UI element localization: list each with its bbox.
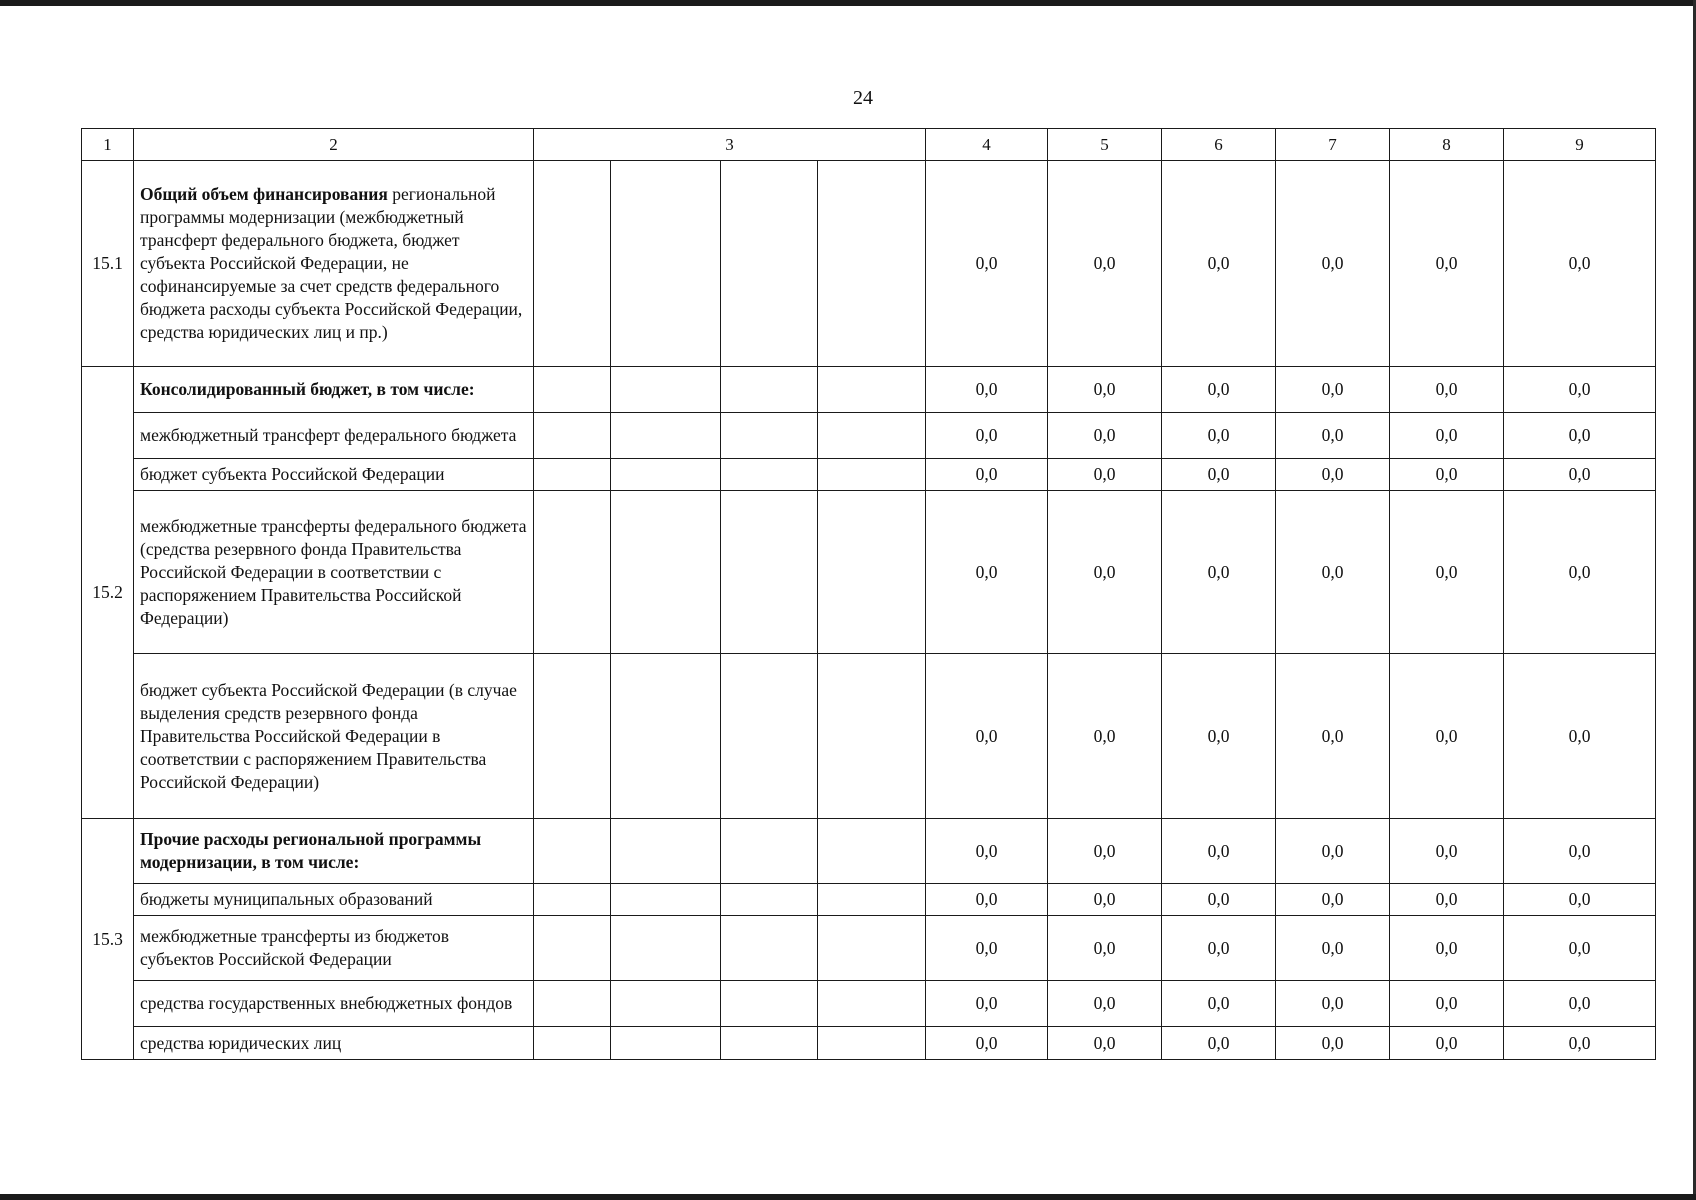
value-cell-col-7: 0,0 (1276, 459, 1390, 491)
section-number: 15.1 (82, 161, 134, 367)
header-cell-4: 4 (926, 129, 1048, 161)
value-cell-col-4: 0,0 (926, 459, 1048, 491)
section-number: 15.3 (82, 819, 134, 1060)
value-cell-col-5: 0,0 (1048, 916, 1162, 981)
row-label-text: бюджет субъекта Российской Федерации (в случае выделения средств резервного фонда Правительства Российской Федерации в соответствии с распоряжением Правительства Российской Федерации) (140, 679, 517, 792)
row-label-text: межбюджетные трансферты из бюджетов субъектов Российской Федерации (140, 926, 450, 969)
value-cell-col-7: 0,0 (1276, 413, 1390, 459)
column-3-subcell (721, 413, 818, 459)
row-label-text: средства юридических лиц (140, 1032, 342, 1053)
value-cell-col-8: 0,0 (1390, 884, 1504, 916)
column-3-subcell (818, 654, 926, 819)
table-row (82, 981, 1656, 1027)
column-3-subcell (611, 413, 721, 459)
value-cell-col-6: 0,0 (1162, 491, 1276, 654)
value-cell-col-4: 0,0 (926, 916, 1048, 981)
column-3-subcell (534, 819, 611, 884)
row-label (134, 654, 534, 819)
row-label (134, 981, 534, 1027)
financing-table (81, 128, 1656, 1060)
row-label (134, 459, 534, 491)
header-cell-7: 7 (1276, 129, 1390, 161)
value-cell-col-6: 0,0 (1162, 1027, 1276, 1060)
value-cell-col-7: 0,0 (1276, 1027, 1390, 1060)
header-cell-5: 5 (1048, 129, 1162, 161)
column-3-subcell (611, 819, 721, 884)
table-row (82, 413, 1656, 459)
value-cell-col-5: 0,0 (1048, 413, 1162, 459)
value-cell-col-8: 0,0 (1390, 459, 1504, 491)
value-cell-col-8: 0,0 (1390, 367, 1504, 413)
row-label-text: бюджеты муниципальных образований (140, 889, 433, 909)
header-cell-8: 8 (1390, 129, 1504, 161)
section-number: 15.2 (82, 367, 134, 819)
column-3-subcell (721, 654, 818, 819)
table-row (82, 916, 1656, 981)
table-row (82, 884, 1656, 916)
column-3-subcell (611, 654, 721, 819)
header-cell-9: 9 (1504, 129, 1656, 161)
column-3-subcell (534, 884, 611, 916)
column-3-subcell (611, 491, 721, 654)
value-cell-col-9: 0,0 (1504, 819, 1656, 884)
value-cell-col-9: 0,0 (1504, 367, 1656, 413)
table-row (82, 819, 1656, 884)
value-cell-col-8: 0,0 (1390, 1027, 1504, 1060)
value-cell-col-4: 0,0 (926, 491, 1048, 654)
table-row (82, 459, 1656, 491)
row-label-text: межбюджетные трансферты федерального бюджета (средства резервного фонда Правительства Российской Федерации в соответствии с распоряжением Правительства Российской Федерации) (140, 515, 527, 628)
column-3-subcell (721, 367, 818, 413)
row-label-text: средства государственных внебюджетных фондов (140, 993, 513, 1013)
column-3-subcell (534, 459, 611, 491)
column-3-subcell (721, 491, 818, 654)
column-3-subcell (721, 819, 818, 884)
table-row (82, 367, 1656, 413)
row-label (134, 367, 534, 413)
column-3-subcell (818, 491, 926, 654)
column-3-subcell (721, 459, 818, 491)
value-cell-col-6: 0,0 (1162, 884, 1276, 916)
column-3-subcell (818, 981, 926, 1027)
value-cell-col-6: 0,0 (1162, 916, 1276, 981)
column-3-subcell (721, 161, 818, 367)
table-row (82, 491, 1656, 654)
value-cell-col-4: 0,0 (926, 654, 1048, 819)
value-cell-col-9: 0,0 (1504, 413, 1656, 459)
value-cell-col-5: 0,0 (1048, 981, 1162, 1027)
column-3-subcell (818, 161, 926, 367)
value-cell-col-8: 0,0 (1390, 413, 1504, 459)
value-cell-col-6: 0,0 (1162, 367, 1276, 413)
column-3-subcell (611, 161, 721, 367)
header-cell-2: 2 (134, 129, 534, 161)
column-3-subcell (534, 491, 611, 654)
column-3-subcell (611, 1027, 721, 1060)
value-cell-col-5: 0,0 (1048, 491, 1162, 654)
value-cell-col-4: 0,0 (926, 367, 1048, 413)
value-cell-col-6: 0,0 (1162, 459, 1276, 491)
value-cell-col-9: 0,0 (1504, 161, 1656, 367)
value-cell-col-5: 0,0 (1048, 819, 1162, 884)
column-3-subcell (534, 1027, 611, 1060)
value-cell-col-5: 0,0 (1048, 161, 1162, 367)
value-cell-col-9: 0,0 (1504, 916, 1656, 981)
value-cell-col-8: 0,0 (1390, 654, 1504, 819)
column-3-subcell (611, 459, 721, 491)
value-cell-col-5: 0,0 (1048, 367, 1162, 413)
column-3-subcell (818, 916, 926, 981)
value-cell-col-5: 0,0 (1048, 459, 1162, 491)
row-label (134, 819, 534, 884)
column-3-subcell (721, 981, 818, 1027)
column-3-subcell (721, 884, 818, 916)
value-cell-col-7: 0,0 (1276, 161, 1390, 367)
column-3-subcell (611, 884, 721, 916)
row-label (134, 884, 534, 916)
header-cell-1: 1 (82, 129, 134, 161)
value-cell-col-4: 0,0 (926, 413, 1048, 459)
value-cell-col-4: 0,0 (926, 981, 1048, 1027)
value-cell-col-6: 0,0 (1162, 413, 1276, 459)
column-3-subcell (534, 916, 611, 981)
column-3-subcell (818, 1027, 926, 1060)
header-cell-3: 3 (534, 129, 926, 161)
row-label (134, 491, 534, 654)
column-3-subcell (818, 367, 926, 413)
value-cell-col-4: 0,0 (926, 884, 1048, 916)
row-label-bold: Прочие расходы региональной программы модернизации, в том числе: (140, 829, 482, 872)
page-number: 24 (853, 87, 873, 109)
row-label-text: бюджет субъекта Российской Федерации (140, 464, 445, 484)
value-cell-col-4: 0,0 (926, 1027, 1048, 1060)
value-cell-col-4: 0,0 (926, 819, 1048, 884)
table-row (82, 1027, 1656, 1060)
column-3-subcell (721, 916, 818, 981)
value-cell-col-5: 0,0 (1048, 884, 1162, 916)
value-cell-col-7: 0,0 (1276, 884, 1390, 916)
value-cell-col-8: 0,0 (1390, 916, 1504, 981)
column-3-subcell (818, 884, 926, 916)
value-cell-col-5: 0,0 (1048, 1027, 1162, 1060)
scan-edge-top (0, 0, 1696, 6)
value-cell-col-7: 0,0 (1276, 981, 1390, 1027)
row-label (134, 916, 534, 981)
value-cell-col-7: 0,0 (1276, 916, 1390, 981)
value-cell-col-8: 0,0 (1390, 161, 1504, 367)
value-cell-col-7: 0,0 (1276, 367, 1390, 413)
row-label (134, 413, 534, 459)
row-label-bold: Общий объем финансирования (140, 184, 388, 204)
table-row (82, 161, 1656, 367)
value-cell-col-9: 0,0 (1504, 459, 1656, 491)
value-cell-col-9: 0,0 (1504, 981, 1656, 1027)
header-row (82, 129, 1656, 161)
value-cell-col-9: 0,0 (1504, 884, 1656, 916)
column-3-subcell (534, 981, 611, 1027)
value-cell-col-4: 0,0 (926, 161, 1048, 367)
value-cell-col-7: 0,0 (1276, 491, 1390, 654)
column-3-subcell (534, 367, 611, 413)
row-label (134, 161, 534, 367)
column-3-subcell (818, 413, 926, 459)
value-cell-col-9: 0,0 (1504, 1027, 1656, 1060)
scan-edge-bottom (0, 1194, 1696, 1200)
column-3-subcell (534, 413, 611, 459)
column-3-subcell (611, 916, 721, 981)
row-label-bold: Консолидированный бюджет, в том числе: (140, 379, 475, 399)
value-cell-col-8: 0,0 (1390, 819, 1504, 884)
column-3-subcell (818, 459, 926, 491)
column-3-subcell (818, 819, 926, 884)
value-cell-col-7: 0,0 (1276, 819, 1390, 884)
row-label-text: региональной программы модернизации (межбюджетный трансферт федерального бюджета, бюджет субъекта Российской Федерации, не софинансируемые за счет средств федерального бюджета расходы субъекта Российской Федерации, средства юридических лиц и пр.) (140, 184, 523, 342)
value-cell-col-7: 0,0 (1276, 654, 1390, 819)
column-3-subcell (721, 1027, 818, 1060)
row-label (134, 1027, 534, 1060)
column-3-subcell (534, 654, 611, 819)
column-3-subcell (534, 161, 611, 367)
value-cell-col-6: 0,0 (1162, 819, 1276, 884)
header-cell-6: 6 (1162, 129, 1276, 161)
value-cell-col-9: 0,0 (1504, 491, 1656, 654)
column-3-subcell (611, 981, 721, 1027)
table-row (82, 654, 1656, 819)
value-cell-col-8: 0,0 (1390, 981, 1504, 1027)
value-cell-col-9: 0,0 (1504, 654, 1656, 819)
value-cell-col-6: 0,0 (1162, 161, 1276, 367)
value-cell-col-6: 0,0 (1162, 981, 1276, 1027)
value-cell-col-5: 0,0 (1048, 654, 1162, 819)
value-cell-col-8: 0,0 (1390, 491, 1504, 654)
row-label-text: межбюджетный трансферт федерального бюджета (140, 425, 517, 445)
column-3-subcell (611, 367, 721, 413)
value-cell-col-6: 0,0 (1162, 654, 1276, 819)
